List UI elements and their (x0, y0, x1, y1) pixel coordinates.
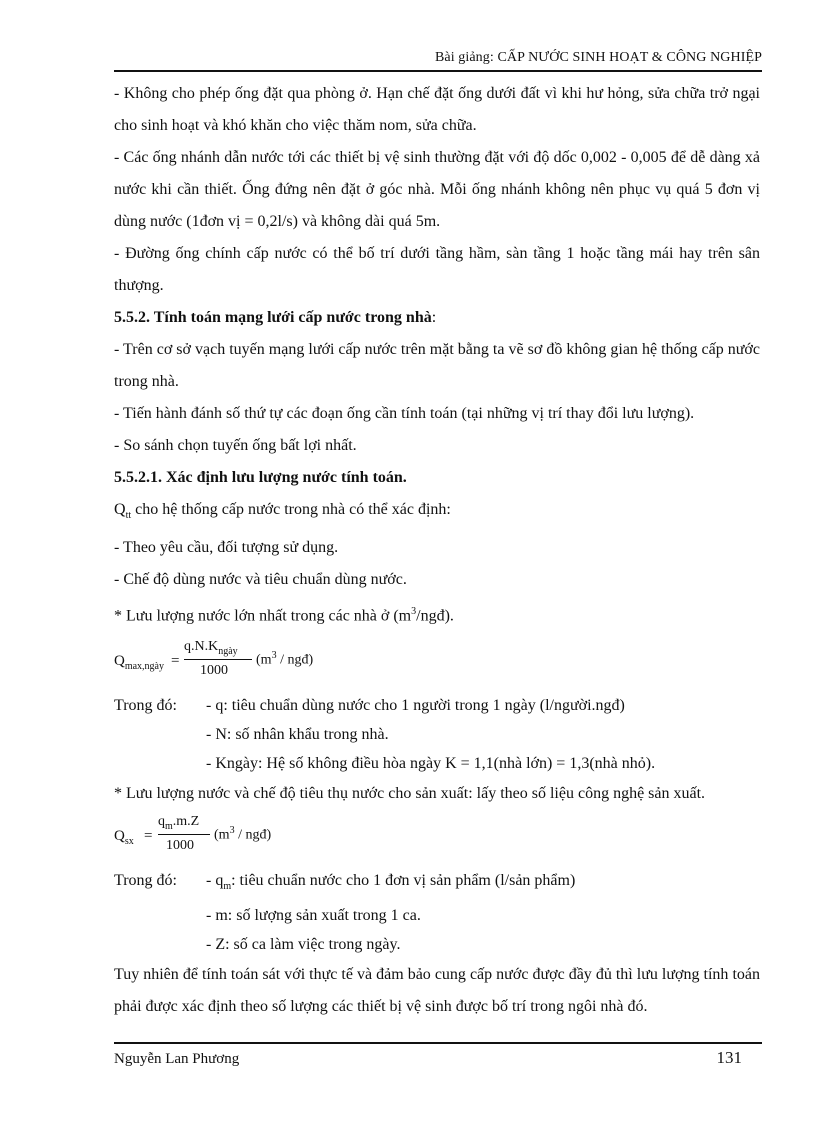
definitions-residential (114, 691, 760, 778)
paragraph-production-flow: * Lưu lượng nước và chế độ tiêu thụ nước cho sản xuất: lấy theo số liệu công nghệ sản xuất. (114, 784, 706, 802)
unit-text: / ngđ) (276, 652, 314, 668)
definitions-list (206, 866, 760, 959)
unit-superscript: 3 (229, 824, 235, 836)
definitions-label: Trong đó: (114, 696, 177, 714)
formula-numerator-text: q (158, 813, 165, 829)
formula-numerator-text: q.N.K (184, 638, 219, 654)
paragraph-max-flow-residential (114, 596, 760, 632)
formula-numerator-text: .m.Z (172, 813, 200, 829)
formula-numerator (184, 639, 238, 657)
unit-text: / ngđ) (234, 827, 272, 843)
unit-text: (m (256, 652, 272, 668)
formula-lhs-symbol: Q (114, 827, 125, 844)
definitions-production (114, 866, 760, 959)
heading-colon: : (431, 309, 437, 326)
formula-denominator: 1000 (166, 837, 194, 853)
unit-text: (m (214, 827, 230, 843)
formula-numerator-subscript: ngày (218, 645, 238, 657)
footer-author: Nguyễn Lan Phương (114, 1051, 240, 1067)
page-number: 131 (716, 1048, 742, 1067)
formula-lhs (114, 828, 134, 847)
paragraph-numbering: - Tiến hành đánh số thứ tự các đoạn ống cần tính toán (tại những vị trí thay đổi lưu lượng). (114, 405, 695, 422)
paragraph-main-pipe: - Đường ống chính cấp nước có thể bố trí dưới tầng hầm, sàn tầng 1 hoặc tầng mái hay trên sân thượng. (114, 245, 760, 294)
formula-q-max-day (114, 633, 760, 691)
qtt-symbol: Q (114, 501, 126, 518)
formula-equals: = (144, 827, 153, 844)
heading-text: 5.5.2. Tính toán mạng lưới cấp nước trong nhà (114, 309, 432, 326)
definitions-label: Trong đó: (114, 871, 177, 889)
formula-lhs-subscript: max,ngày (124, 660, 164, 672)
definitions-list (206, 691, 760, 778)
section-heading-5-5-2 (114, 302, 760, 334)
definition-subscript: m (223, 880, 232, 892)
paragraph-select-route: - So sánh chọn tuyến ống bất lợi nhất. (114, 437, 357, 454)
fraction-bar (158, 834, 210, 835)
paragraph-pipe-rooms: - Không cho phép ống đặt qua phòng ở. Hạn chế đặt ống dưới đất vì khi hư hỏng, sửa chữa trở ngại cho sinh hoạt và khó khăn cho việc thăm nom, sửa chữa. (114, 85, 760, 134)
formula-lhs-symbol: Q (114, 652, 125, 669)
formula-unit (256, 650, 313, 669)
paragraph-branch-pipes: - Các ống nhánh dẫn nước tới các thiết bị vệ sinh thường đặt với độ dốc 0,002 - 0,005 để dễ dàng xả nước khi cần thiết. Ống đứng nên đặt ở góc nhà. Mỗi ống nhánh không nên phục vụ quá 5 đơn vị dùng nước (1đơn vị = 0,2l/s) và không dài quá 5m. (114, 149, 760, 230)
header-rule (114, 70, 762, 72)
footer-rule (114, 1042, 762, 1044)
formula-q-production (114, 810, 760, 866)
definition-item: - Kngày: Hệ số không điều hòa ngày K = 1,1(nhà lớn) = 1,3(nhà nhỏ). (206, 754, 656, 772)
text-part: * Lưu lượng nước lớn nhất trong các nhà ở (m (114, 607, 412, 625)
paragraph-qtt (114, 494, 760, 532)
qtt-subscript: tt (125, 510, 132, 522)
formula-equals: = (171, 652, 180, 669)
definition-text: - q (206, 871, 224, 889)
superscript: 3 (411, 606, 417, 618)
definition-item: - Z: số ca làm việc trong ngày. (206, 935, 401, 953)
formula-denominator: 1000 (200, 662, 228, 678)
formula-numerator (158, 814, 199, 832)
definition-item: - N: số nhân khẩu trong nhà. (206, 725, 389, 743)
paragraph-usage-mode: - Chế độ dùng nước và tiêu chuẩn dùng nước. (114, 571, 407, 589)
unit-superscript: 3 (271, 649, 277, 661)
formula-numerator-subscript: m (165, 820, 173, 832)
formula-lhs (114, 653, 164, 672)
formula-unit (214, 825, 271, 844)
section-heading-5-5-2-1: 5.5.2.1. Xác định lưu lượng nước tính toán. (114, 469, 407, 486)
page-body (114, 78, 760, 1023)
running-header: Bài giảng: CẤP NƯỚC SINH HOẠT & CÔNG NGHIỆP (434, 50, 762, 65)
paragraph-conclusion: Tuy nhiên để tính toán sát với thực tế và đảm bảo cung cấp nước được đầy đủ thì lưu lượng tính toán phải được xác định theo số lượng các thiết bị vệ sinh được bố trí trong ngôi nhà đó. (114, 965, 760, 1015)
qtt-text: cho hệ thống cấp nước trong nhà có thể xác định: (131, 501, 451, 518)
definition-item: - q: tiêu chuẩn dùng nước cho 1 người trong 1 ngày (l/người.ngđ) (206, 696, 625, 714)
paragraph-network-layout: - Trên cơ sở vạch tuyến mạng lưới cấp nước trên mặt bằng ta vẽ sơ đồ không gian hệ thống cấp nước trong nhà. (114, 341, 760, 390)
paragraph-usage-requirement: - Theo yêu cầu, đối tượng sử dụng. (114, 539, 339, 557)
definition-text: : tiêu chuẩn nước cho 1 đơn vị sản phẩm (l/sản phẩm) (231, 871, 576, 889)
formula-lhs-subscript: sx (124, 835, 134, 847)
fraction-bar (184, 659, 252, 660)
definition-item (206, 866, 760, 901)
definition-item: - m: số lượng sản xuất trong 1 ca. (206, 906, 421, 924)
text-part: /ngđ). (416, 607, 454, 625)
